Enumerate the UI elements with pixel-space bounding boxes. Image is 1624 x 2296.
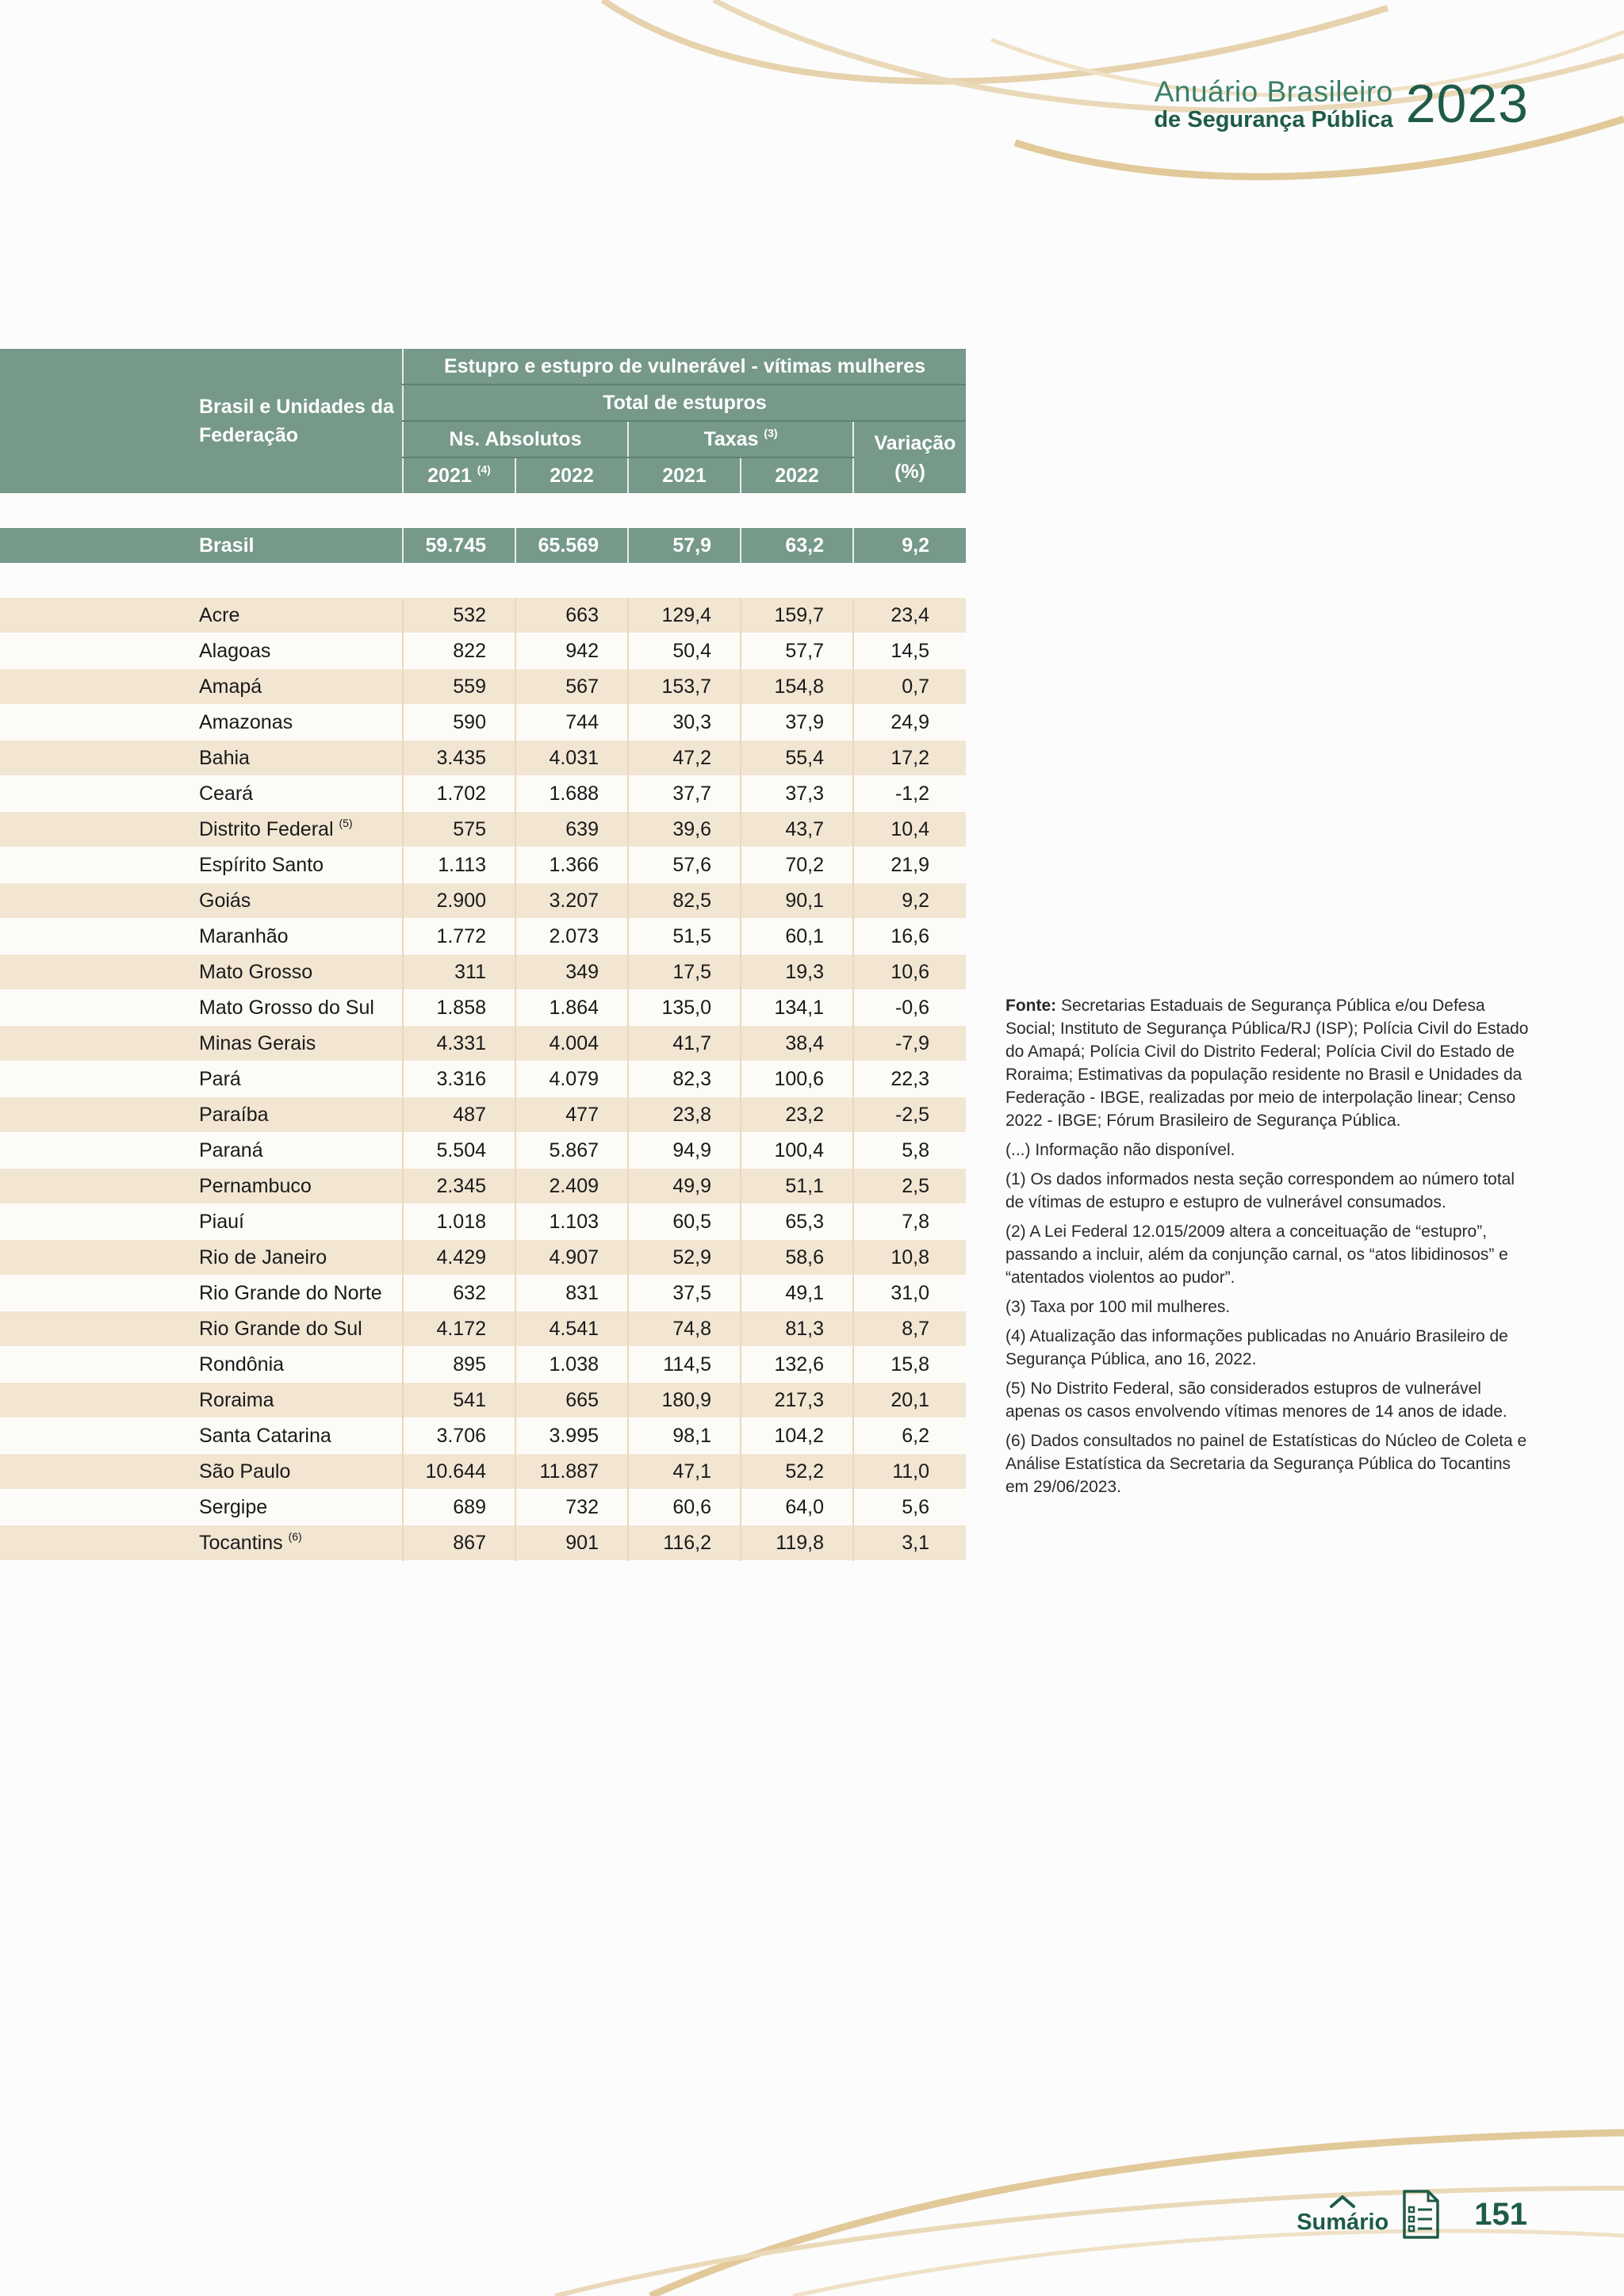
cell-abs2021: 632 bbox=[403, 1276, 515, 1311]
state-name-label: Amapá bbox=[199, 675, 262, 698]
cell-abs2021: 2.900 bbox=[403, 883, 515, 919]
state-name bbox=[0, 1204, 403, 1240]
rate-header bbox=[628, 421, 853, 457]
state-note: (5) bbox=[339, 816, 353, 829]
rate-header-label: Taxas bbox=[703, 427, 759, 450]
cell-var: 31,0 bbox=[853, 1276, 966, 1311]
cell-rate2022: 159,7 bbox=[741, 598, 853, 633]
cell-var: 7,8 bbox=[853, 1204, 966, 1240]
state-name bbox=[0, 740, 403, 776]
cell-rate2021: 116,2 bbox=[628, 1525, 741, 1561]
cell-abs2021: 541 bbox=[403, 1383, 515, 1418]
cell-var: -7,9 bbox=[853, 1026, 966, 1062]
var-header bbox=[853, 421, 966, 493]
total-row bbox=[0, 528, 966, 563]
table-row bbox=[0, 955, 966, 990]
cell-abs2022: 639 bbox=[515, 812, 628, 848]
cell-rate2022: 37,9 bbox=[741, 705, 853, 740]
cell-rate2021: 47,1 bbox=[628, 1454, 741, 1490]
cell-var: 21,9 bbox=[853, 848, 966, 883]
spacer-row bbox=[0, 563, 966, 598]
cell-rate2021: 129,4 bbox=[628, 598, 741, 633]
cell-abs2021: 10.644 bbox=[403, 1454, 515, 1490]
year-2021-abs-note: (4) bbox=[477, 462, 491, 476]
table-row bbox=[0, 1026, 966, 1062]
cell-rate2021: 135,0 bbox=[628, 990, 741, 1026]
table-row bbox=[0, 1454, 966, 1490]
state-name-label: Maranhão bbox=[199, 924, 289, 947]
table-row bbox=[0, 1311, 966, 1347]
cell-rate2022: 154,8 bbox=[741, 669, 853, 705]
cell-abs2022: 732 bbox=[515, 1490, 628, 1525]
state-name-label: Rio Grande do Norte bbox=[199, 1281, 382, 1304]
cell-var: 10,6 bbox=[853, 955, 966, 990]
cell-abs2022: 349 bbox=[515, 955, 628, 990]
cell-abs2022: 2.409 bbox=[515, 1169, 628, 1204]
cell-abs2022: 901 bbox=[515, 1525, 628, 1561]
cell-rate2021: 23,8 bbox=[628, 1097, 741, 1133]
cell-var: -1,2 bbox=[853, 776, 966, 812]
report-header bbox=[1154, 73, 1529, 135]
state-name bbox=[0, 1276, 403, 1311]
table-row bbox=[0, 1240, 966, 1276]
state-note: (6) bbox=[288, 1529, 302, 1543]
cell-rate2021: 153,7 bbox=[628, 669, 741, 705]
cell-abs2022: 11.887 bbox=[515, 1454, 628, 1490]
cell-abs2021: 3.706 bbox=[403, 1418, 515, 1454]
table-row bbox=[0, 705, 966, 740]
cell-abs2022: 1.103 bbox=[515, 1204, 628, 1240]
cell-rate2021: 37,7 bbox=[628, 776, 741, 812]
row-header bbox=[0, 349, 403, 493]
state-name bbox=[0, 812, 403, 848]
row-header-label: Brasil e Unidades da Federação bbox=[199, 396, 394, 446]
report-title-line2: de Segurança Pública bbox=[1154, 106, 1393, 132]
cell-abs2022: 3.207 bbox=[515, 883, 628, 919]
cell-var: 8,7 bbox=[853, 1311, 966, 1347]
cell-abs2022: 665 bbox=[515, 1383, 628, 1418]
cell-var: 15,8 bbox=[853, 1347, 966, 1383]
cell-var: -0,6 bbox=[853, 990, 966, 1026]
state-name bbox=[0, 1525, 403, 1561]
year-2022-rate: 2022 bbox=[741, 457, 853, 493]
cell-abs2021: 311 bbox=[403, 955, 515, 990]
state-name bbox=[0, 776, 403, 812]
table-row bbox=[0, 1276, 966, 1311]
table-row bbox=[0, 1418, 966, 1454]
cell-var: 9,2 bbox=[853, 883, 966, 919]
cell-rate2021: 17,5 bbox=[628, 955, 741, 990]
cell-rate2021: 37,5 bbox=[628, 1276, 741, 1311]
state-name-label: Paraíba bbox=[199, 1103, 269, 1126]
cell-rate2021: 74,8 bbox=[628, 1311, 741, 1347]
total-abs2021: 59.745 bbox=[403, 528, 515, 563]
state-name-label: Mato Grosso do Sul bbox=[199, 996, 374, 1019]
source-note bbox=[1005, 994, 1529, 1132]
table-row bbox=[0, 1204, 966, 1240]
total-rate2021: 57,9 bbox=[628, 528, 741, 563]
sub-header: Total de estupros bbox=[403, 385, 966, 421]
cell-var: 22,3 bbox=[853, 1062, 966, 1097]
cell-abs2021: 3.435 bbox=[403, 740, 515, 776]
table-row bbox=[0, 669, 966, 705]
cell-rate2022: 57,7 bbox=[741, 633, 853, 669]
cell-var: 24,9 bbox=[853, 705, 966, 740]
cell-abs2022: 2.073 bbox=[515, 919, 628, 955]
state-name bbox=[0, 705, 403, 740]
state-name-label: Piauí bbox=[199, 1210, 244, 1233]
cell-rate2022: 70,2 bbox=[741, 848, 853, 883]
cell-rate2022: 119,8 bbox=[741, 1525, 853, 1561]
cell-var: 5,8 bbox=[853, 1133, 966, 1169]
state-name bbox=[0, 1347, 403, 1383]
total-rate2022: 63,2 bbox=[741, 528, 853, 563]
cell-abs2022: 5.867 bbox=[515, 1133, 628, 1169]
cell-abs2021: 1.772 bbox=[403, 919, 515, 955]
cell-abs2021: 532 bbox=[403, 598, 515, 633]
report-year: 2023 bbox=[1405, 74, 1529, 134]
year-2021-rate: 2021 bbox=[628, 457, 741, 493]
table-row bbox=[0, 990, 966, 1026]
state-name bbox=[0, 1311, 403, 1347]
state-name-label: Amazonas bbox=[199, 710, 293, 733]
state-name bbox=[0, 1026, 403, 1062]
cell-abs2022: 4.907 bbox=[515, 1240, 628, 1276]
spacer-row bbox=[0, 493, 966, 528]
cell-var: 3,1 bbox=[853, 1525, 966, 1561]
table-body bbox=[0, 493, 966, 1561]
cell-rate2021: 57,6 bbox=[628, 848, 741, 883]
state-name-label: Paraná bbox=[199, 1138, 263, 1161]
var-header-label: Variação (%) bbox=[874, 432, 956, 483]
cell-abs2021: 3.316 bbox=[403, 1062, 515, 1097]
cell-var: 17,2 bbox=[853, 740, 966, 776]
state-name bbox=[0, 1169, 403, 1204]
footnote: (...) Informação não disponível. bbox=[1005, 1141, 1235, 1159]
cell-abs2021: 1.113 bbox=[403, 848, 515, 883]
state-name bbox=[0, 883, 403, 919]
cell-var: 20,1 bbox=[853, 1383, 966, 1418]
cell-var: 6,2 bbox=[853, 1418, 966, 1454]
footnote: (5) No Distrito Federal, são considerados estupros de vulnerável apenas os casos envolvendo vítimas menores de 14 anos de idade. bbox=[1005, 1380, 1507, 1421]
cell-rate2022: 49,1 bbox=[741, 1276, 853, 1311]
cell-var: 2,5 bbox=[853, 1169, 966, 1204]
state-name bbox=[0, 598, 403, 633]
footnote: (1) Os dados informados nesta seção correspondem ao número total de vítimas de estupro e estupro de vulnerável consumados. bbox=[1005, 1170, 1515, 1211]
chevron-up-icon bbox=[1327, 2194, 1358, 2210]
cell-rate2022: 37,3 bbox=[741, 776, 853, 812]
table-row bbox=[0, 1383, 966, 1418]
cell-abs2021: 559 bbox=[403, 669, 515, 705]
cell-rate2022: 217,3 bbox=[741, 1383, 853, 1418]
sumario-link[interactable] bbox=[1297, 2194, 1388, 2236]
total-var: 9,2 bbox=[853, 528, 966, 563]
cell-abs2022: 1.366 bbox=[515, 848, 628, 883]
cell-abs2022: 4.004 bbox=[515, 1026, 628, 1062]
state-name-label: Pernambuco bbox=[199, 1174, 312, 1197]
source-label: Fonte: bbox=[1005, 997, 1057, 1015]
table-row bbox=[0, 812, 966, 848]
cell-rate2021: 51,5 bbox=[628, 919, 741, 955]
cell-abs2022: 744 bbox=[515, 705, 628, 740]
table-row bbox=[0, 776, 966, 812]
cell-abs2022: 4.079 bbox=[515, 1062, 628, 1097]
state-name bbox=[0, 1240, 403, 1276]
cell-var: 0,7 bbox=[853, 669, 966, 705]
cell-abs2022: 663 bbox=[515, 598, 628, 633]
cell-rate2021: 82,5 bbox=[628, 883, 741, 919]
cell-abs2022: 1.688 bbox=[515, 776, 628, 812]
cell-var: -2,5 bbox=[853, 1097, 966, 1133]
state-name bbox=[0, 1383, 403, 1418]
cell-abs2022: 942 bbox=[515, 633, 628, 669]
cell-abs2021: 1.702 bbox=[403, 776, 515, 812]
cell-rate2021: 60,6 bbox=[628, 1490, 741, 1525]
cell-rate2022: 90,1 bbox=[741, 883, 853, 919]
state-name-label: Roraima bbox=[199, 1388, 274, 1411]
cell-abs2021: 575 bbox=[403, 812, 515, 848]
cell-abs2021: 867 bbox=[403, 1525, 515, 1561]
table-row bbox=[0, 633, 966, 669]
state-name-label: Distrito Federal bbox=[199, 817, 334, 840]
cell-var: 16,6 bbox=[853, 919, 966, 955]
cell-rate2021: 30,3 bbox=[628, 705, 741, 740]
state-name-label: Minas Gerais bbox=[199, 1031, 316, 1054]
cell-rate2021: 180,9 bbox=[628, 1383, 741, 1418]
state-name-label: São Paulo bbox=[199, 1460, 291, 1483]
table-row bbox=[0, 1490, 966, 1525]
cell-abs2021: 4.429 bbox=[403, 1240, 515, 1276]
cell-rate2022: 51,1 bbox=[741, 1169, 853, 1204]
total-abs2022: 65.569 bbox=[515, 528, 628, 563]
state-name-label: Rio de Janeiro bbox=[199, 1246, 327, 1269]
cell-abs2022: 831 bbox=[515, 1276, 628, 1311]
cell-abs2021: 4.331 bbox=[403, 1026, 515, 1062]
state-name-label: Espírito Santo bbox=[199, 853, 324, 876]
cell-abs2021: 689 bbox=[403, 1490, 515, 1525]
cell-rate2021: 47,2 bbox=[628, 740, 741, 776]
state-name-label: Santa Catarina bbox=[199, 1424, 331, 1447]
state-name bbox=[0, 1418, 403, 1454]
cell-abs2022: 3.995 bbox=[515, 1418, 628, 1454]
state-name bbox=[0, 1097, 403, 1133]
cell-rate2022: 132,6 bbox=[741, 1347, 853, 1383]
state-name bbox=[0, 669, 403, 705]
cell-abs2021: 895 bbox=[403, 1347, 515, 1383]
state-name-label: Tocantins bbox=[199, 1531, 283, 1554]
table-row bbox=[0, 848, 966, 883]
state-name-label: Ceará bbox=[199, 782, 254, 805]
state-name bbox=[0, 1490, 403, 1525]
state-name-label: Acre bbox=[199, 603, 240, 626]
cell-rate2021: 114,5 bbox=[628, 1347, 741, 1383]
cell-rate2021: 41,7 bbox=[628, 1026, 741, 1062]
table-row bbox=[0, 919, 966, 955]
state-name bbox=[0, 848, 403, 883]
table-row bbox=[0, 1062, 966, 1097]
state-name bbox=[0, 955, 403, 990]
state-name bbox=[0, 919, 403, 955]
state-name bbox=[0, 990, 403, 1026]
state-name-label: Bahia bbox=[199, 746, 250, 769]
table-row bbox=[0, 1133, 966, 1169]
state-name-label: Pará bbox=[199, 1067, 241, 1090]
abs-header: Ns. Absolutos bbox=[403, 421, 628, 457]
cell-rate2022: 58,6 bbox=[741, 1240, 853, 1276]
cell-abs2022: 567 bbox=[515, 669, 628, 705]
table-row bbox=[0, 1169, 966, 1204]
cell-rate2021: 52,9 bbox=[628, 1240, 741, 1276]
cell-abs2022: 4.541 bbox=[515, 1311, 628, 1347]
state-name-label: Sergipe bbox=[199, 1495, 268, 1518]
cell-rate2022: 23,2 bbox=[741, 1097, 853, 1133]
cell-rate2021: 60,5 bbox=[628, 1204, 741, 1240]
cell-abs2021: 1.858 bbox=[403, 990, 515, 1026]
group-header: Estupro e estupro de vulnerável - vítimas mulheres bbox=[403, 349, 966, 385]
total-name: Brasil bbox=[0, 528, 403, 563]
cell-var: 10,8 bbox=[853, 1240, 966, 1276]
cell-rate2022: 52,2 bbox=[741, 1454, 853, 1490]
cell-var: 23,4 bbox=[853, 598, 966, 633]
cell-var: 10,4 bbox=[853, 812, 966, 848]
state-name-label: Alagoas bbox=[199, 639, 271, 662]
cell-rate2022: 100,6 bbox=[741, 1062, 853, 1097]
state-name-label: Rondônia bbox=[199, 1353, 285, 1376]
data-table bbox=[0, 349, 966, 1561]
page-number: 151 bbox=[1474, 2196, 1527, 2232]
report-title bbox=[1154, 77, 1392, 132]
footnote: (6) Dados consultados no painel de Estatísticas do Núcleo de Coleta e Análise Estatística da Secretaria da Segurança Pública do Tocantins em 29/06/2023. bbox=[1005, 1432, 1527, 1496]
cell-rate2022: 81,3 bbox=[741, 1311, 853, 1347]
page-footer bbox=[1297, 2188, 1527, 2241]
cell-rate2022: 65,3 bbox=[741, 1204, 853, 1240]
cell-abs2022: 477 bbox=[515, 1097, 628, 1133]
notes-section bbox=[1005, 994, 1529, 1505]
table-row bbox=[0, 598, 966, 633]
cell-rate2022: 100,4 bbox=[741, 1133, 853, 1169]
document-list-icon[interactable] bbox=[1401, 2188, 1441, 2241]
cell-abs2022: 1.864 bbox=[515, 990, 628, 1026]
cell-rate2022: 55,4 bbox=[741, 740, 853, 776]
year-2021-abs bbox=[403, 457, 515, 493]
state-name bbox=[0, 1062, 403, 1097]
cell-rate2022: 64,0 bbox=[741, 1490, 853, 1525]
cell-rate2021: 98,1 bbox=[628, 1418, 741, 1454]
cell-rate2022: 43,7 bbox=[741, 812, 853, 848]
cell-abs2021: 2.345 bbox=[403, 1169, 515, 1204]
cell-abs2021: 590 bbox=[403, 705, 515, 740]
footnote: (3) Taxa por 100 mil mulheres. bbox=[1005, 1298, 1231, 1316]
cell-abs2021: 487 bbox=[403, 1097, 515, 1133]
rate-header-note: (3) bbox=[764, 426, 778, 439]
cell-abs2022: 4.031 bbox=[515, 740, 628, 776]
source-text: Secretarias Estaduais de Segurança Pública e/ou Defesa Social; Instituto de Segurança Pública/RJ (ISP); Polícia Civil do Estado do Amapá; Polícia Civil do Distrito Federal; Polícia Civil do Estado de Roraima; Estimativas da população residente no Brasil e Unidades da Federação - IBGE, realizadas por meio de interpolação linear; Censo 2022 - IBGE; Fórum Brasileiro de Segurança Pública. bbox=[1005, 997, 1529, 1130]
cell-rate2021: 49,9 bbox=[628, 1169, 741, 1204]
cell-rate2021: 82,3 bbox=[628, 1062, 741, 1097]
cell-rate2022: 38,4 bbox=[741, 1026, 853, 1062]
cell-var: 11,0 bbox=[853, 1454, 966, 1490]
state-name-label: Rio Grande do Sul bbox=[199, 1317, 362, 1340]
state-name bbox=[0, 1133, 403, 1169]
cell-rate2021: 39,6 bbox=[628, 812, 741, 848]
cell-rate2022: 104,2 bbox=[741, 1418, 853, 1454]
state-name bbox=[0, 633, 403, 669]
cell-abs2021: 4.172 bbox=[403, 1311, 515, 1347]
sumario-label: Sumário bbox=[1297, 2209, 1389, 2235]
cell-rate2022: 60,1 bbox=[741, 919, 853, 955]
footnote: (4) Atualização das informações publicadas no Anuário Brasileiro de Segurança Pública, ano 16, 2022. bbox=[1005, 1327, 1508, 1368]
state-name-label: Goiás bbox=[199, 889, 251, 912]
cell-abs2021: 5.504 bbox=[403, 1133, 515, 1169]
cell-var: 14,5 bbox=[853, 633, 966, 669]
footnote: (2) A Lei Federal 12.015/2009 altera a conceituação de “estupro”, passando a incluir, além da conjunção carnal, os “atos libidinosos” e “atentados violentos ao pudor”. bbox=[1005, 1223, 1508, 1287]
cell-rate2021: 50,4 bbox=[628, 633, 741, 669]
cell-rate2022: 19,3 bbox=[741, 955, 853, 990]
table-row bbox=[0, 1347, 966, 1383]
table-row bbox=[0, 1097, 966, 1133]
cell-abs2022: 1.038 bbox=[515, 1347, 628, 1383]
cell-abs2021: 822 bbox=[403, 633, 515, 669]
report-title-line1: Anuário Brasileiro bbox=[1154, 75, 1393, 108]
cell-abs2021: 1.018 bbox=[403, 1204, 515, 1240]
table-row bbox=[0, 1525, 966, 1561]
cell-rate2021: 94,9 bbox=[628, 1133, 741, 1169]
cell-rate2022: 134,1 bbox=[741, 990, 853, 1026]
state-name bbox=[0, 1454, 403, 1490]
year-2022-abs: 2022 bbox=[515, 457, 628, 493]
year-2021-abs-label: 2021 bbox=[427, 464, 472, 487]
cell-var: 5,6 bbox=[853, 1490, 966, 1525]
table-row bbox=[0, 740, 966, 776]
state-name-label: Mato Grosso bbox=[199, 960, 313, 983]
table-row bbox=[0, 883, 966, 919]
